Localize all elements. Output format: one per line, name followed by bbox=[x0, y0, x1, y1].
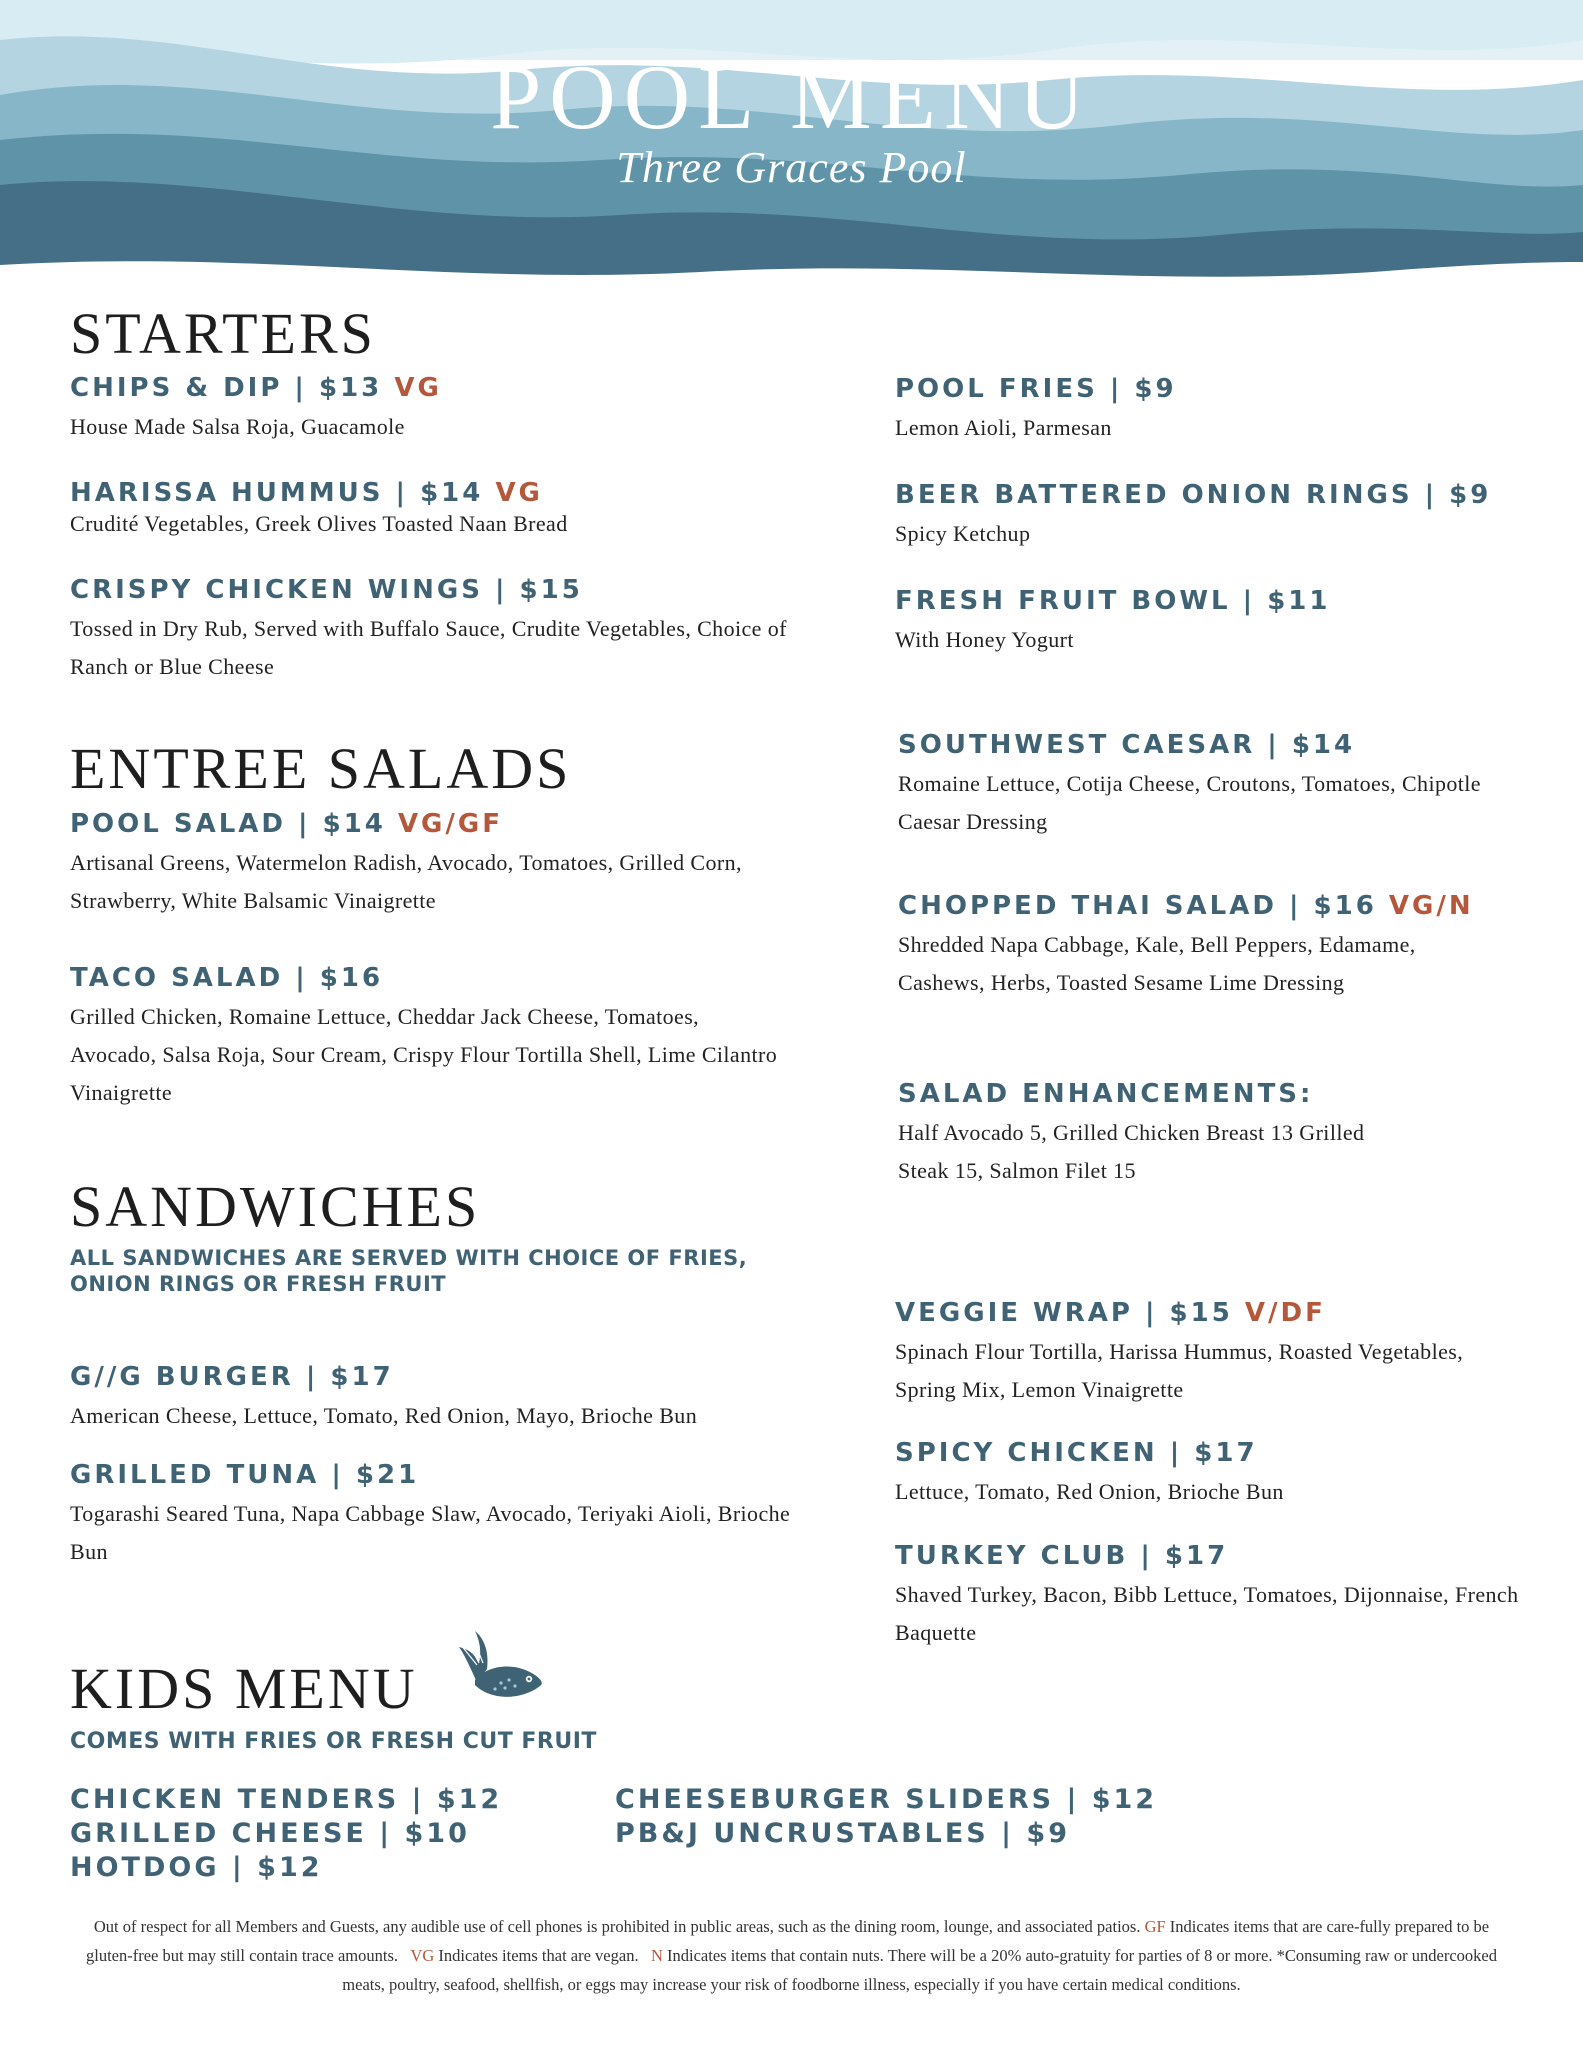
diet-tag: VG/GF bbox=[397, 809, 503, 839]
item-description: Half Avocado 5, Grilled Chicken Breast 13 Grilled Steak 15, Salmon Filet 15 bbox=[898, 1120, 1365, 1183]
diet-tag: V/DF bbox=[1244, 1298, 1326, 1328]
kids-item: CHEESEBURGER SLIDERS | $12 bbox=[615, 1784, 1158, 1815]
header-banner bbox=[0, 0, 1583, 290]
starters-heading: STARTERS bbox=[70, 301, 376, 366]
item-description: Lemon Aioli, Parmesan bbox=[895, 415, 1112, 440]
item-description: American Cheese, Lettuce, Tomato, Red Onion, Mayo, Brioche Bun bbox=[70, 1403, 698, 1428]
item-name: SPICY CHICKEN | $17 bbox=[895, 1438, 1258, 1468]
diet-tag: VG bbox=[495, 478, 543, 508]
menu-item bbox=[70, 1361, 810, 1435]
item-description: Shaved Turkey, Bacon, Bibb Lettuce, Tomatoes, Dijonnaise, French Baquette bbox=[895, 1582, 1519, 1645]
menu-item bbox=[898, 890, 1498, 1002]
item-name: CRISPY CHICKEN WINGS | $15 bbox=[70, 575, 583, 605]
footer-text: Indicates items that are vegan. bbox=[438, 1946, 639, 1965]
kids-left-list bbox=[70, 1783, 502, 1885]
item-description: Grilled Chicken, Romaine Lettuce, Cheddar Jack Cheese, Tomatoes, Avocado, Salsa Roja, Sour Cream, Crispy Flour Tortilla Shell, Lime Cilantro Vinaigrette bbox=[70, 1004, 778, 1105]
menu-item bbox=[895, 1437, 1495, 1511]
kids-menu-heading: KIDS MENU bbox=[70, 1656, 418, 1721]
kids-item: HOTDOG | $12 bbox=[70, 1852, 323, 1883]
item-name: POOL FRIES | $9 bbox=[895, 374, 1177, 404]
item-name: TURKEY CLUB | $17 bbox=[895, 1541, 1229, 1571]
menu-item bbox=[898, 1078, 1378, 1190]
item-description: Romaine Lettuce, Cotija Cheese, Croutons, Tomatoes, Chipotle Caesar Dressing bbox=[898, 771, 1481, 834]
diet-tag: VG bbox=[394, 373, 442, 403]
item-description: Spinach Flour Tortilla, Harissa Hummus, Roasted Vegetables, Spring Mix, Lemon Vinaigrette bbox=[895, 1339, 1464, 1402]
footer-text: Out of respect for all Members and Guests, any audible use of cell phones is prohibited in public areas, such as the dining room, lounge, and associated patios. bbox=[93, 1917, 1141, 1936]
item-description: Shredded Napa Cabbage, Kale, Bell Peppers, Edamame, Cashews, Herbs, Toasted Sesame Lime Dressing bbox=[898, 932, 1416, 995]
menu-title: POOL MENU bbox=[490, 46, 1093, 148]
diet-tag: VG/N bbox=[1388, 891, 1474, 921]
kids-item: PB&J UNCRUSTABLES | $9 bbox=[615, 1818, 1070, 1849]
item-description: Tossed in Dry Rub, Served with Buffalo Sauce, Crudite Vegetables, Choice of Ranch or Blue Cheese bbox=[70, 616, 787, 679]
item-name: BEER BATTERED ONION RINGS | $9 bbox=[895, 480, 1492, 510]
menu-item bbox=[70, 962, 790, 1112]
footer-disclaimer bbox=[70, 1912, 1513, 1999]
menu-item bbox=[895, 479, 1535, 553]
kids-item: GRILLED CHEESE | $10 bbox=[70, 1818, 470, 1849]
item-name: SALAD ENHANCEMENTS: bbox=[898, 1079, 1314, 1109]
menu-item bbox=[898, 729, 1498, 841]
menu-item bbox=[70, 372, 790, 446]
menu-item bbox=[895, 1297, 1495, 1409]
menu-item bbox=[895, 1540, 1535, 1652]
item-name: SOUTHWEST CAESAR | $14 bbox=[898, 730, 1356, 760]
menu-item bbox=[895, 585, 1535, 659]
item-description: Spicy Ketchup bbox=[895, 521, 1031, 546]
menu-item bbox=[70, 574, 790, 686]
item-description: Togarashi Seared Tuna, Napa Cabbage Slaw, Avocado, Teriyaki Aioli, Brioche Bun bbox=[70, 1501, 791, 1564]
item-name: GRILLED TUNA | $21 bbox=[70, 1460, 420, 1490]
menu-item bbox=[895, 373, 1535, 447]
menu-item bbox=[70, 477, 790, 543]
item-name: POOL SALAD | $14 bbox=[70, 809, 386, 839]
item-description: With Honey Yogurt bbox=[895, 627, 1074, 652]
sandwiches-heading: SANDWICHES bbox=[70, 1174, 481, 1239]
footer-text: Indicates items that contain nuts. There will be a 20% auto-gratuity for parties of 8 or more. *Consuming raw or undercooked meats, poultry, seafood, shellfish, or eggs may increase your risk of foodborne illness, especially if you have certain medical conditions. bbox=[342, 1946, 1497, 1994]
menu-item bbox=[70, 1459, 810, 1571]
n-label: N bbox=[650, 1946, 663, 1965]
kids-menu-note: COMES WITH FRIES OR FRESH CUT FRUIT bbox=[70, 1729, 597, 1754]
fish-icon bbox=[455, 1625, 550, 1710]
menu-item bbox=[70, 808, 790, 920]
item-description: Crudité Vegetables, Greek Olives Toasted Naan Bread bbox=[70, 511, 568, 536]
venue-subtitle: Three Graces Pool bbox=[616, 143, 967, 192]
item-description: Artisanal Greens, Watermelon Radish, Avocado, Tomatoes, Grilled Corn, Strawberry, White Balsamic Vinaigrette bbox=[70, 850, 742, 913]
item-name: G//G BURGER | $17 bbox=[70, 1362, 394, 1392]
entree-salads-heading: ENTREE SALADS bbox=[70, 736, 572, 801]
item-name: VEGGIE WRAP | $15 bbox=[895, 1298, 1233, 1328]
item-description: Lettuce, Tomato, Red Onion, Brioche Bun bbox=[895, 1479, 1284, 1504]
kids-item: CHICKEN TENDERS | $12 bbox=[70, 1784, 503, 1815]
footer-text: Indicates items that are care-fully prepared to be gluten-free but may still contain trace amounts. bbox=[86, 1917, 1490, 1965]
vg-label: VG bbox=[410, 1946, 435, 1965]
gf-label: GF bbox=[1144, 1917, 1166, 1936]
item-name: TACO SALAD | $16 bbox=[70, 963, 384, 993]
item-description: House Made Salsa Roja, Guacamole bbox=[70, 414, 405, 439]
sandwiches-note: ALL SANDWICHES ARE SERVED WITH CHOICE OF FRIES, ONION RINGS OR FRESH FRUIT bbox=[70, 1246, 748, 1296]
item-name: HARISSA HUMMUS | $14 bbox=[70, 478, 484, 508]
item-name: CHOPPED THAI SALAD | $16 bbox=[898, 891, 1377, 921]
item-name: FRESH FRUIT BOWL | $11 bbox=[895, 586, 1331, 616]
kids-right-list bbox=[615, 1783, 1157, 1851]
item-name: CHIPS & DIP | $13 bbox=[70, 373, 383, 403]
